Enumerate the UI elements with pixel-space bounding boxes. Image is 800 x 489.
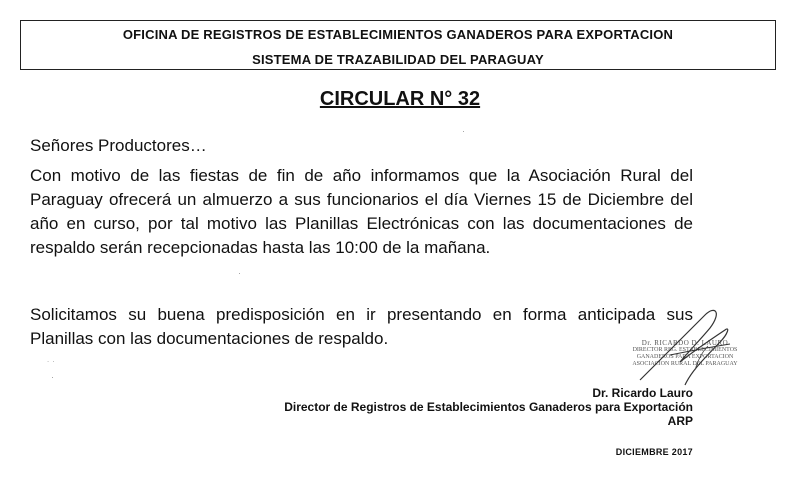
scan-speck: · [462, 126, 465, 136]
header-system-name: SISTEMA DE TRAZABILIDAD DEL PARAGUAY [252, 52, 544, 67]
stamp-name: Dr. RICARDO D. LAURO [641, 339, 729, 347]
paragraph-request: Solicitamos su buena predisposición en ir presentando en forma anticipada sus Planillas con las documentaciones de respaldo. [30, 305, 693, 348]
signer-name: Dr. Ricardo Lauro [592, 386, 693, 400]
header-office-name: OFICINA DE REGISTROS DE ESTABLECIMIENTOS GANADEROS PARA EXPORTACION [122, 27, 674, 42]
scan-speck: · [51, 372, 54, 382]
circular-title: CIRCULAR N° 32 [319, 88, 481, 110]
document-date: DICIEMBRE 2017 [615, 447, 693, 457]
paragraph-announcement: Con motivo de las fiestas de fin de año informamos que la Asociación Rural del Paraguay ofrecerá un almuerzo a sus funcionarios el día Viernes 15 de Diciembre del año en curso, por tal motivo las Planillas Electrónicas con las documentaciones de respaldo serán recepcionadas hasta las 10:00 de la mañana. [30, 166, 693, 257]
signature-block [284, 386, 693, 428]
greeting: Señores Productores… [30, 136, 207, 155]
stamp-line-1: DIRECTOR REG. ESTABLECIMIENTOS [632, 347, 738, 353]
stamp-line-2: GANADEROS PARA EXPORTACION [636, 354, 734, 360]
signer-organization: ARP [667, 414, 693, 428]
header-box [20, 20, 776, 70]
scan-speck: · [238, 268, 241, 278]
scan-speck: ˙ ˙ [47, 360, 56, 370]
stamp-line-3: ASOCIACION RURAL DEL PARAGUAY [632, 361, 738, 367]
signer-role: Director de Registros de Establecimientos Ganaderos para Exportación [284, 400, 693, 414]
handwritten-signature [610, 300, 750, 390]
